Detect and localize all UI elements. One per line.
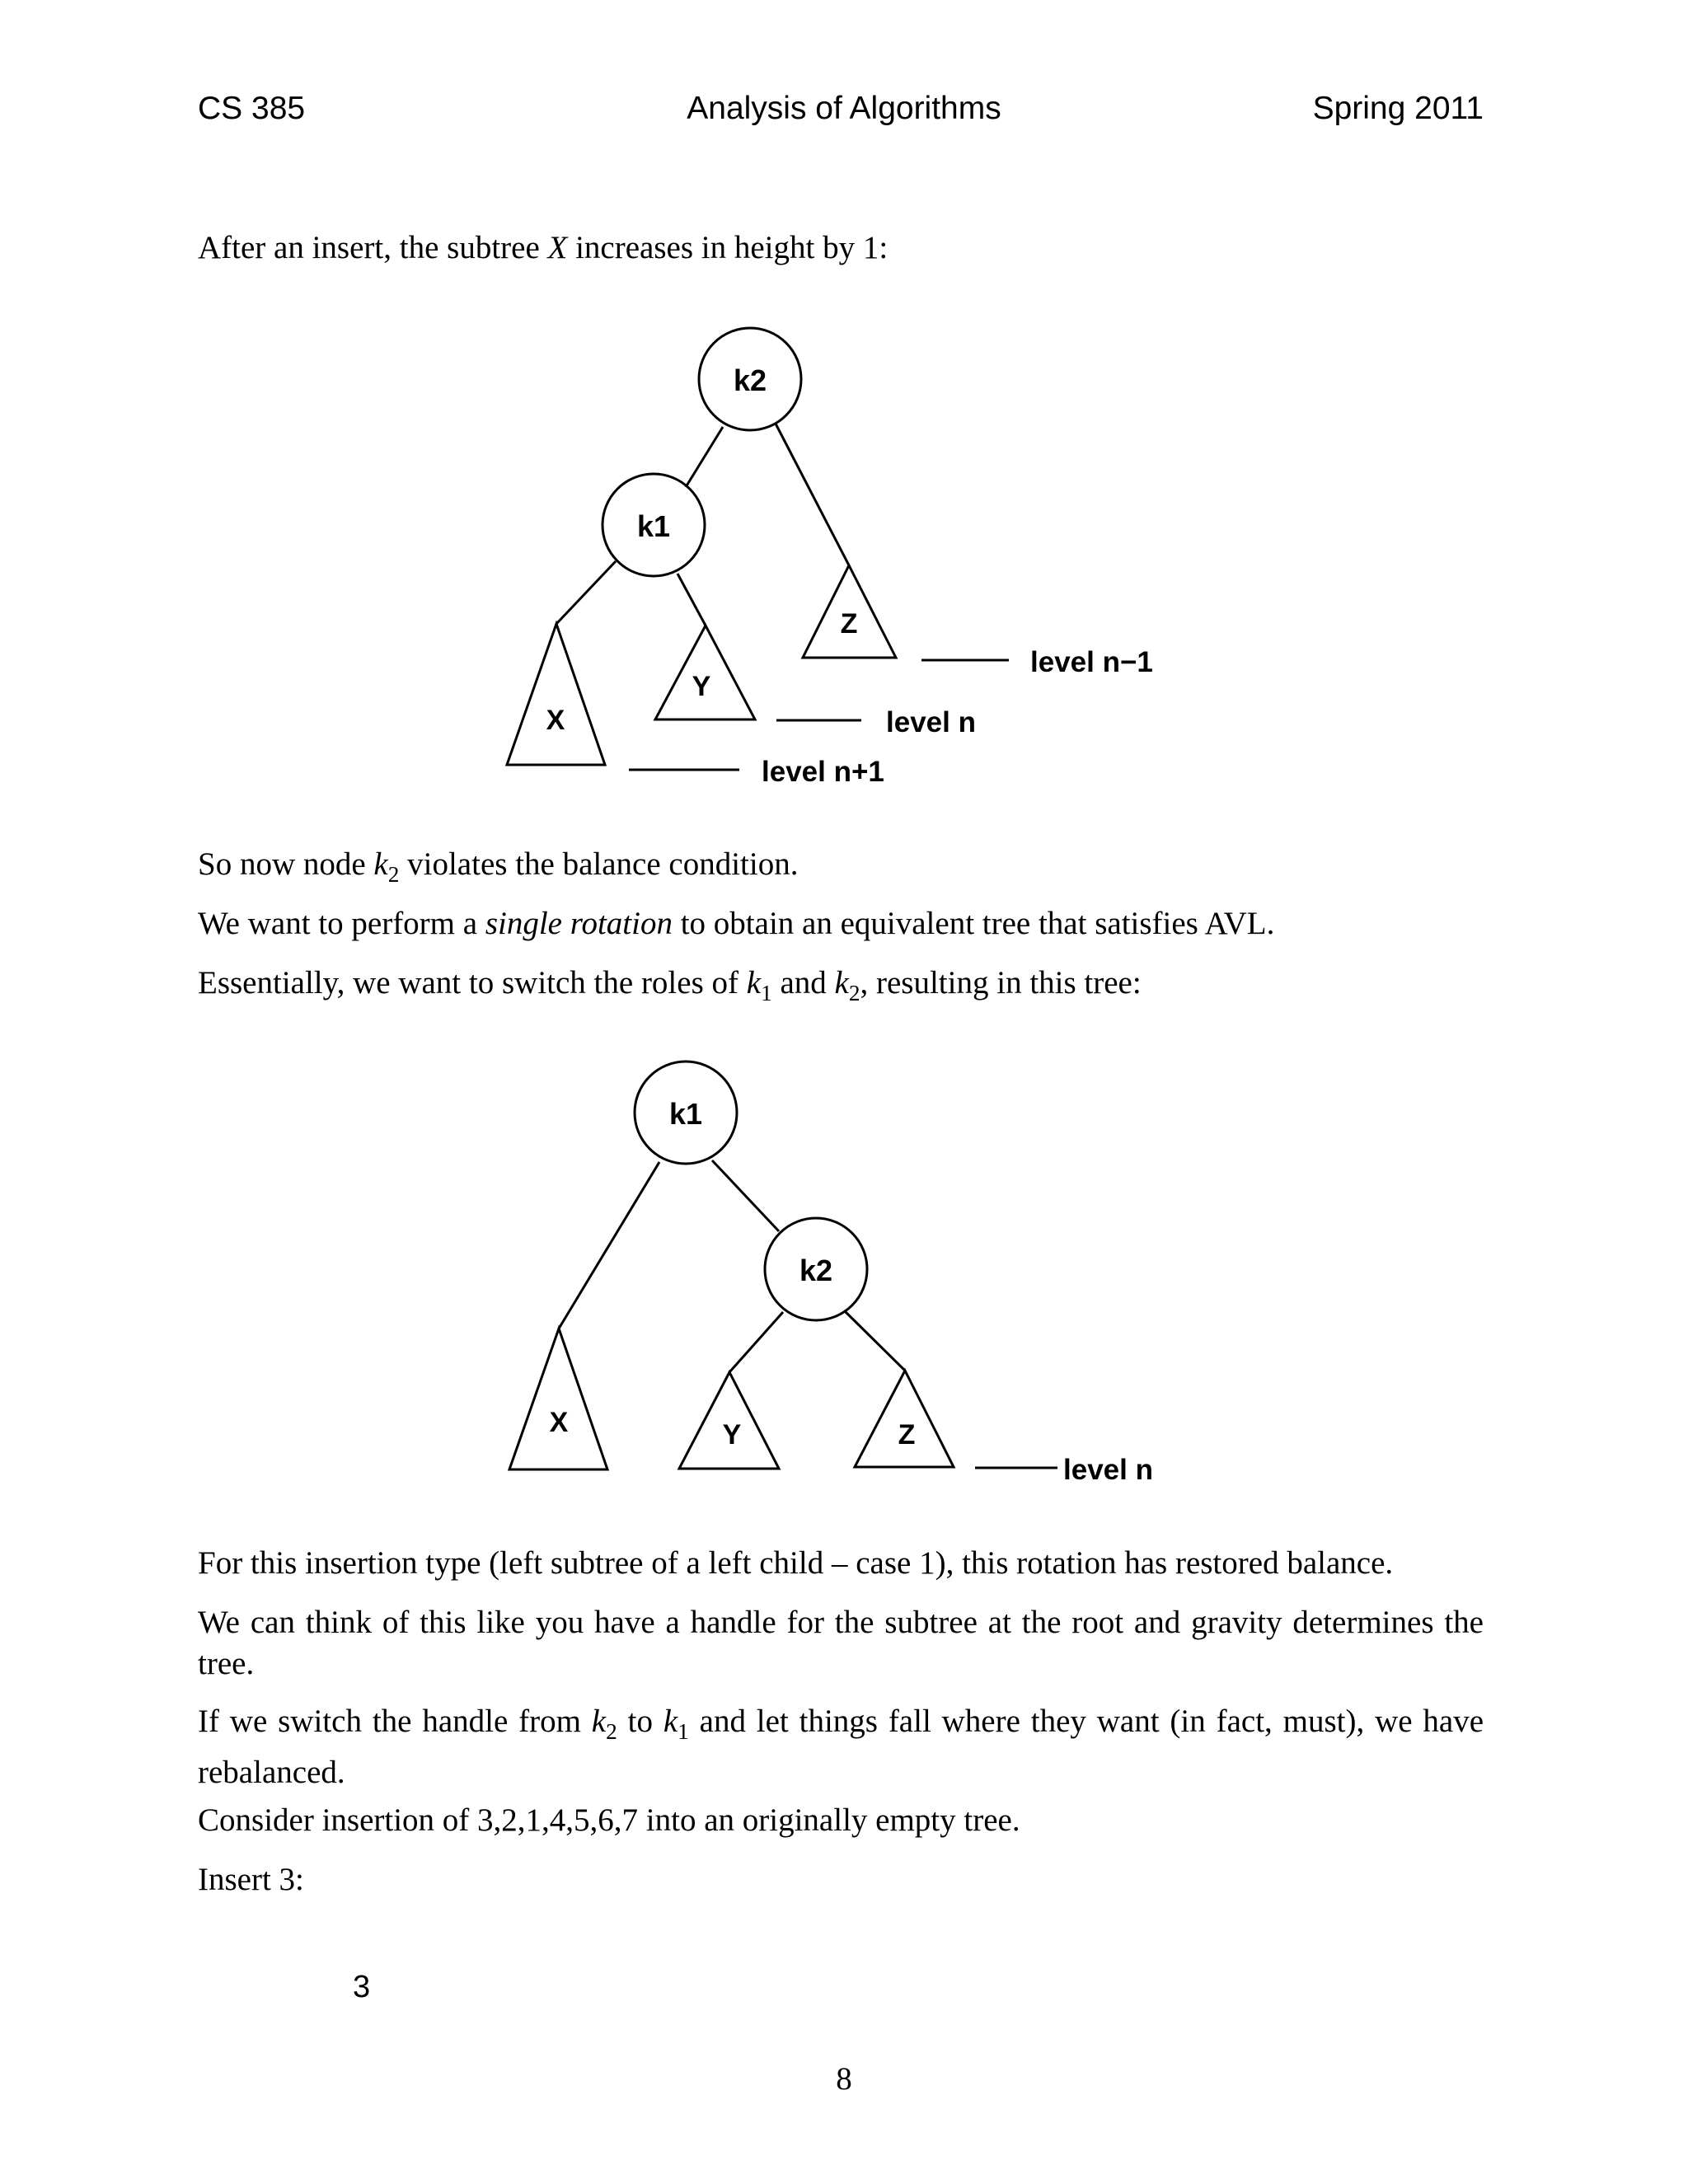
violation-text-before: So now node bbox=[198, 846, 374, 882]
tree-diagram-after-rotation bbox=[0, 1055, 1688, 1516]
switch-paragraph bbox=[198, 963, 1484, 1014]
term: Spring 2011 bbox=[1312, 91, 1484, 126]
subtree-x-label: X bbox=[549, 1407, 569, 1438]
node-k1-label: k1 bbox=[668, 1097, 703, 1131]
intro-text-after: increases in height by 1: bbox=[567, 230, 889, 265]
var-subscript: 1 bbox=[761, 980, 772, 1005]
consider-paragraph: Consider insertion of 3,2,1,4,5,6,7 into an originally empty tree. bbox=[198, 1802, 1020, 1838]
edge-k2-k1 bbox=[686, 427, 723, 487]
edge-k2-z bbox=[844, 1310, 905, 1371]
violation-paragraph bbox=[198, 844, 1484, 895]
subtree-z-label: Z bbox=[840, 608, 858, 640]
handle-paragraph: We can think of this like you have a handle for the subtree at the root and gravity determines the tree. bbox=[198, 1605, 1484, 1681]
edge-k1-x bbox=[559, 1162, 659, 1329]
subtree-y-label: Y bbox=[722, 1419, 742, 1451]
level-label-n: level n bbox=[1063, 1454, 1153, 1486]
rotation-text-after: to obtain an equivalent tree that satisfies AVL. bbox=[672, 906, 1275, 941]
node-k2-label: k2 bbox=[799, 1254, 833, 1287]
switch-var-k1 bbox=[746, 965, 772, 1005]
var-k: k bbox=[746, 965, 762, 1001]
course-title: Analysis of Algorithms bbox=[687, 91, 1001, 126]
edge-k1-x bbox=[556, 561, 616, 624]
subtree-x bbox=[507, 624, 605, 765]
edge-k1-y bbox=[678, 574, 706, 626]
subtree-x-label: X bbox=[546, 705, 565, 736]
case1-paragraph: For this insertion type (left subtree of a left child – case 1), this rotation has restored balance. bbox=[198, 1545, 1394, 1581]
switch-handle-var-k2 bbox=[591, 1704, 617, 1744]
var-k: k bbox=[834, 965, 849, 1001]
subtree-y-label: Y bbox=[692, 671, 711, 702]
switch-handle-text-after: and let things fall where they want (in fact, must), we have rebalanced. bbox=[198, 1704, 1484, 1790]
switch-handle-text-before: If we switch the handle from bbox=[198, 1704, 592, 1739]
intro-text-before: After an insert, the subtree bbox=[198, 230, 548, 265]
violation-var-k2 bbox=[373, 846, 400, 887]
subtree-z-label: Z bbox=[898, 1419, 916, 1451]
page-number: 8 bbox=[836, 2061, 852, 2097]
intro-var-x: X bbox=[547, 230, 568, 265]
var-k: k bbox=[591, 1704, 607, 1739]
var-subscript: 2 bbox=[387, 861, 400, 887]
subtree-x bbox=[509, 1329, 607, 1469]
rotation-text-before: We want to perform a bbox=[198, 906, 485, 941]
switch-text-after: , resulting in this tree: bbox=[860, 965, 1142, 1001]
level-label-n: level n bbox=[886, 706, 976, 738]
var-subscript: 2 bbox=[848, 980, 860, 1005]
rotation-paragraph bbox=[198, 903, 1484, 944]
edge-k2-z bbox=[776, 424, 849, 565]
var-subscript: 2 bbox=[606, 1718, 617, 1744]
violation-text-after: violates the balance condition. bbox=[399, 846, 799, 882]
var-k: k bbox=[373, 846, 388, 882]
single-rotation-term: single rotation bbox=[485, 906, 673, 941]
node-k2-label: k2 bbox=[733, 363, 767, 397]
intro-paragraph bbox=[198, 227, 1484, 269]
var-k: k bbox=[663, 1704, 678, 1739]
edge-k2-y bbox=[729, 1312, 783, 1372]
tree-node-value: 3 bbox=[353, 1970, 371, 2004]
node-k1-label: k1 bbox=[636, 509, 671, 543]
level-label-n-plus-1: level n+1 bbox=[762, 756, 884, 788]
switch-handle-var-k1 bbox=[663, 1704, 689, 1744]
course-code: CS 385 bbox=[198, 91, 306, 126]
var-subscript: 1 bbox=[678, 1718, 689, 1744]
switch-handle-paragraph bbox=[198, 1701, 1484, 1793]
edge-k1-k2 bbox=[712, 1160, 779, 1231]
insert-3-heading: Insert 3: bbox=[198, 1862, 304, 1897]
tree-diagram-before-rotation bbox=[0, 313, 1688, 808]
switch-handle-text-mid: to bbox=[617, 1704, 663, 1739]
switch-text-mid: and bbox=[771, 965, 835, 1001]
switch-text-before: Essentially, we want to switch the roles of bbox=[198, 965, 747, 1001]
switch-var-k2 bbox=[834, 965, 860, 1005]
level-label-n-minus-1: level n−1 bbox=[1030, 646, 1153, 678]
